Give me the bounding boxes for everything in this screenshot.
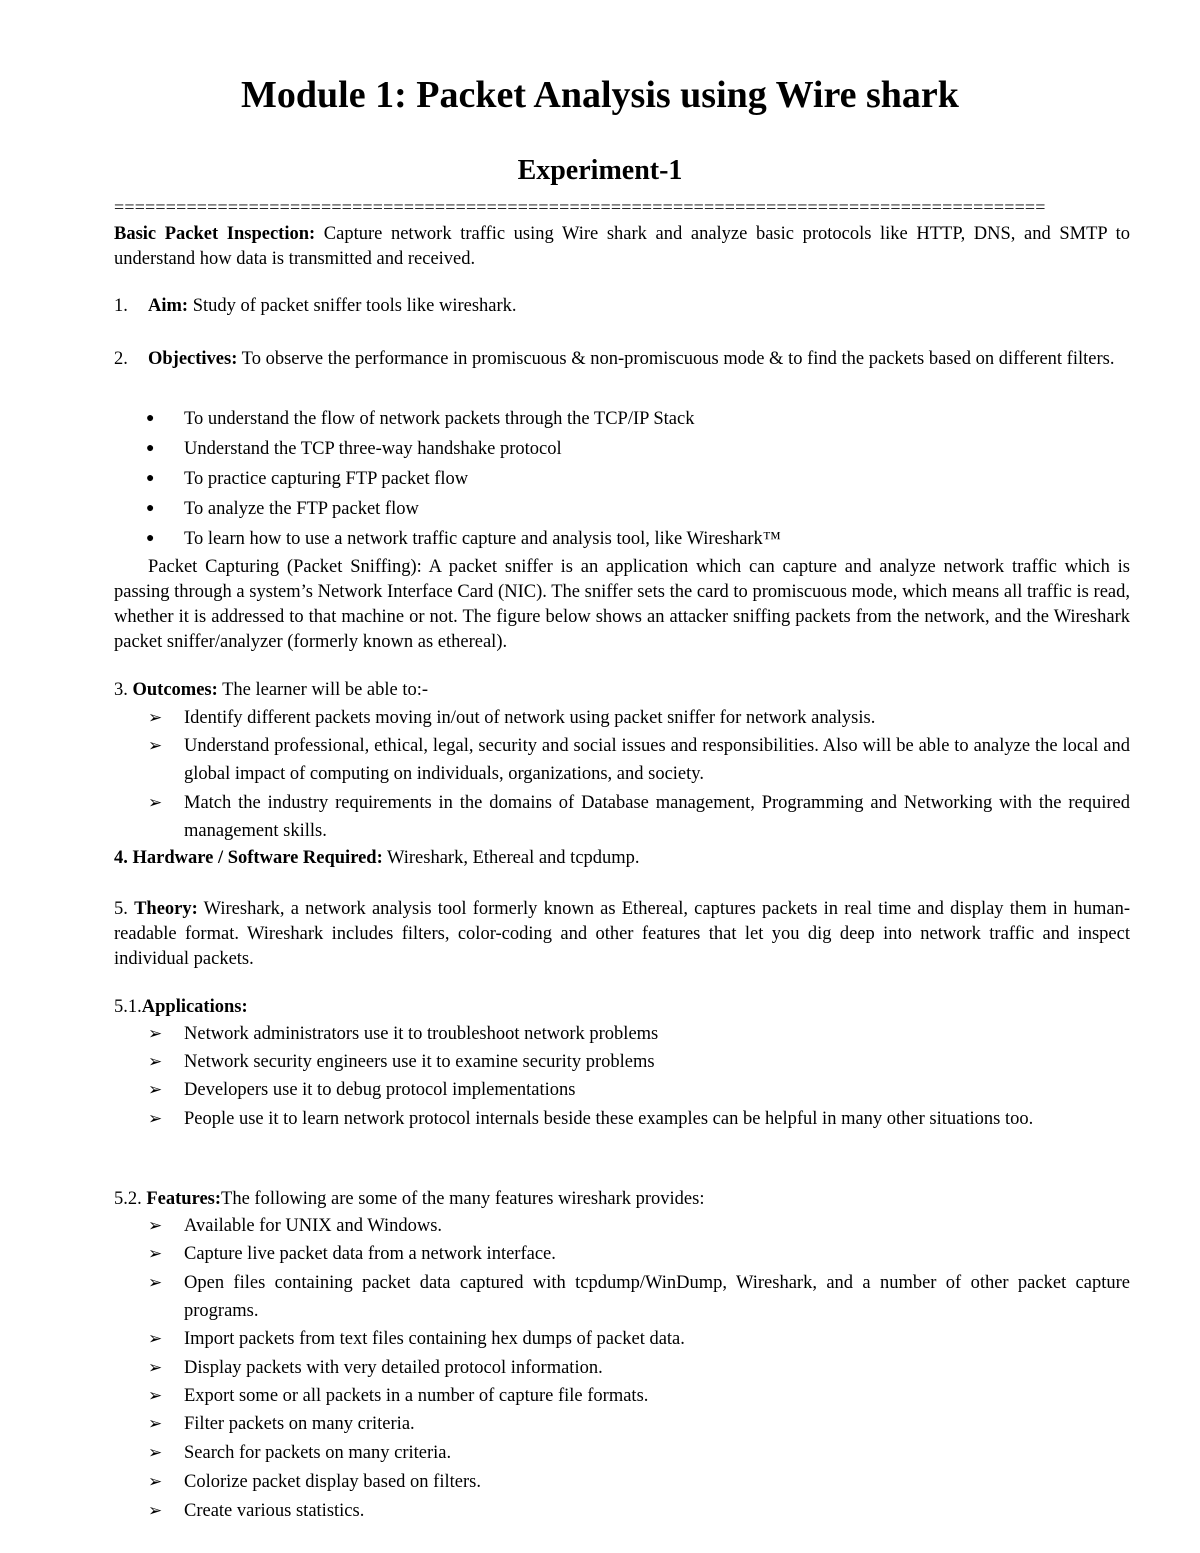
arrow-bullet-icon: ➢ [148, 1386, 163, 1406]
features-text: The following are some of the many features wireshark provides: [221, 1189, 705, 1209]
list-item: ➢ Available for UNIX and Windows. [184, 1212, 1130, 1240]
list-item: ➢ Filter packets on many criteria. [184, 1410, 1130, 1438]
bullet-icon: ● [146, 411, 155, 426]
applications-heading [114, 995, 1130, 1020]
list-item: ➢ Open files containing packet data captured with tcpdump/WinDump, Wireshark, and a number of other packet capture programs. [184, 1269, 1130, 1325]
applications-label: Applications: [141, 997, 248, 1017]
arrow-bullet-icon: ➢ [148, 1414, 163, 1434]
intro-label: Basic Packet Inspection: [114, 224, 316, 244]
objectives-number: 2. [114, 349, 128, 369]
objectives-label: Objectives: [148, 349, 238, 369]
arrow-bullet-icon: ➢ [148, 1443, 163, 1463]
list-item: ➢ Colorize packet display based on filters. [184, 1468, 1130, 1496]
bullet-icon: ● [146, 471, 155, 486]
arrow-bullet-icon: ➢ [148, 1329, 163, 1349]
outcomes-number: 3. [114, 680, 128, 700]
arrow-bullet-icon: ➢ [148, 1501, 163, 1521]
outcomes-label: Outcomes: [132, 680, 218, 700]
arrow-bullet-icon: ➢ [148, 1358, 163, 1378]
arrow-bullet-icon: ➢ [148, 1024, 163, 1044]
bullet-icon: ● [146, 441, 155, 456]
features-label: Features: [146, 1189, 222, 1209]
packet-sniffing-paragraph: Packet Capturing (Packet Sniffing): A packet sniffer is an application which can capture and analyze network traffic which is passing through a system’s Network Interface Card (NIC). The sniffer sets the card to promiscuous mode, which means all traffic is read, whether it is addressed to that machine or not. The figure below shows an attacker sniffing packets from the network, and the Wireshark packet sniffer/analyzer (formerly known as ethereal). [114, 557, 1130, 652]
arrow-bullet-icon: ➢ [148, 1273, 163, 1293]
list-item: ● To practice capturing FTP packet flow [184, 465, 1130, 493]
theory-text: Wireshark, a network analysis tool formerly known as Ethereal, captures packets in real time and display them in human-readable format. Wireshark includes filters, color-coding and other features that let you dig deep into network traffic and inspect individual packets. [114, 899, 1130, 969]
arrow-bullet-icon: ➢ [148, 1109, 163, 1129]
list-item: ➢ Developers use it to debug protocol implementations [184, 1076, 1130, 1104]
arrow-bullet-icon: ➢ [148, 736, 163, 756]
arrow-bullet-icon: ➢ [148, 1244, 163, 1264]
hardware-text: Wireshark, Ethereal and tcpdump. [382, 848, 640, 868]
arrow-bullet-icon: ➢ [148, 1216, 163, 1236]
list-item: ➢ Search for packets on many criteria. [184, 1439, 1130, 1467]
list-item: ➢ Match the industry requirements in the domains of Database management, Programming and Networking with the required management skills. [184, 789, 1130, 845]
objectives-text: To observe the performance in promiscuous & non-promiscuous mode & to find the packets based on different filters. [237, 349, 1115, 369]
bullet-icon: ● [146, 531, 155, 546]
arrow-bullet-icon: ➢ [148, 793, 163, 813]
list-item: ➢ Display packets with very detailed protocol information. [184, 1354, 1130, 1382]
list-item: ➢ Understand professional, ethical, legal, security and social issues and responsibilities. Also will be able to analyze the local and global impact of computing on individuals, organizations, and society. [184, 732, 1130, 788]
aim-number: 1. [114, 296, 128, 316]
intro-text: Capture network traffic using Wire shark and analyze basic protocols like HTTP, DNS, and SMTP to understand how data is transmitted and received. [114, 224, 1131, 269]
separator-rule: ========================================================================================== [114, 197, 1046, 217]
arrow-bullet-icon: ➢ [148, 708, 163, 728]
arrow-bullet-icon: ➢ [148, 1472, 163, 1492]
theory-number: 5. [114, 899, 128, 919]
outcomes-text: The learner will be able to:- [217, 680, 429, 700]
list-item: ➢ Network security engineers use it to examine security problems [184, 1048, 1130, 1076]
hardware-number: 4. [114, 848, 128, 868]
list-item: ● To understand the flow of network packets through the TCP/IP Stack [184, 405, 1130, 433]
theory-paragraph [114, 897, 1130, 972]
list-item: ➢ Create various statistics. [184, 1497, 1130, 1525]
list-item: ● To analyze the FTP packet flow [184, 495, 1130, 523]
arrow-bullet-icon: ➢ [148, 1080, 163, 1100]
aim-text: Study of packet sniffer tools like wireshark. [188, 296, 517, 316]
outcomes-heading [114, 678, 1130, 703]
arrow-bullet-icon: ➢ [148, 1052, 163, 1072]
list-item: ➢ Import packets from text files containing hex dumps of packet data. [184, 1325, 1130, 1353]
list-item: ➢ Export some or all packets in a number of capture file formats. [184, 1382, 1130, 1410]
hardware-label: Hardware / Software Required: [132, 848, 383, 868]
theory-label: Theory: [134, 899, 198, 919]
list-item: ➢ Network administrators use it to troubleshoot network problems [184, 1020, 1130, 1048]
intro-paragraph [114, 222, 1130, 272]
list-item: ➢ People use it to learn network protocol internals beside these examples can be helpful in many other situations too. [184, 1105, 1130, 1133]
list-item: ● Understand the TCP three-way handshake protocol [184, 435, 1130, 463]
list-item: ➢ Capture live packet data from a network interface. [184, 1240, 1130, 1268]
features-number: 5.2. [114, 1189, 142, 1209]
aim-label: Aim: [148, 296, 189, 316]
list-item: ● To learn how to use a network traffic capture and analysis tool, like Wireshark™ [184, 525, 1130, 553]
experiment-heading: Experiment-1 [517, 155, 683, 186]
page-title: Module 1: Packet Analysis using Wire shark [241, 74, 959, 116]
applications-number: 5.1. [114, 997, 142, 1017]
list-item: ➢ Identify different packets moving in/out of network using packet sniffer for network analysis. [184, 704, 1130, 732]
hardware-section [114, 846, 1130, 871]
aim-content [148, 294, 517, 319]
features-heading [114, 1187, 1130, 1212]
bullet-icon: ● [146, 501, 155, 516]
objectives-paragraph [148, 347, 1130, 372]
